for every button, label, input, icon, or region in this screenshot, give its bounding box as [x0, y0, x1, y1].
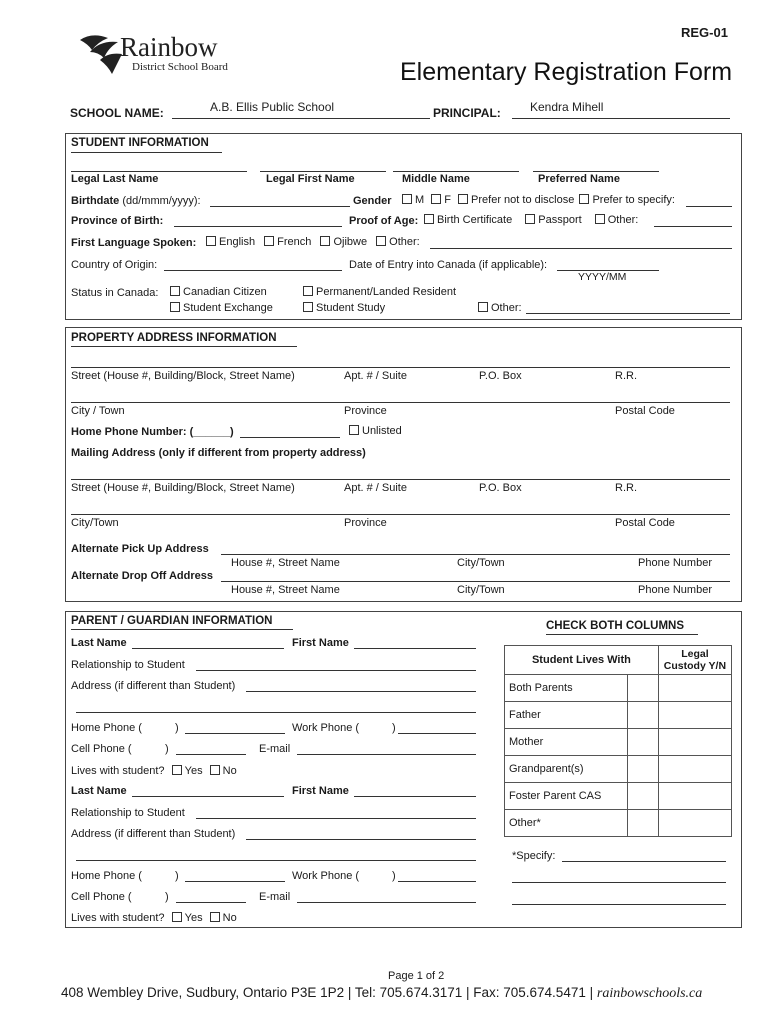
- status-other-field[interactable]: [526, 313, 730, 314]
- table-row: [505, 702, 732, 729]
- row-label: Both Parents: [505, 675, 628, 702]
- unlisted-checkbox[interactable]: [349, 425, 359, 435]
- custody-cell[interactable]: [658, 702, 731, 729]
- g1-last-name-field[interactable]: [132, 648, 284, 649]
- gender-specify-field[interactable]: [686, 206, 732, 207]
- g1-address-field[interactable]: [246, 691, 476, 692]
- principal-line: [512, 118, 730, 119]
- g1-home-phone-label: Home Phone (: [71, 722, 142, 734]
- unlisted-option: Unlisted: [349, 425, 402, 437]
- gender-prefer-specify-checkbox[interactable]: [579, 194, 589, 204]
- g2-first-name-field[interactable]: [354, 796, 476, 797]
- alt-dropoff-city-label: City/Town: [457, 584, 505, 596]
- custody-cell[interactable]: [658, 729, 731, 756]
- status-permanent-option: Permanent/Landed Resident: [303, 286, 456, 298]
- specify-label: *Specify:: [512, 850, 556, 862]
- row-label: Grandparent(s): [505, 756, 628, 783]
- english-checkbox[interactable]: [206, 236, 216, 246]
- gender-prefer-not-checkbox[interactable]: [458, 194, 468, 204]
- g2-cell-phone-label: Cell Phone (: [71, 891, 132, 903]
- website-link[interactable]: rainbowschools.ca: [596, 986, 703, 1001]
- po-box-label: P.O. Box: [479, 370, 522, 382]
- mailing-city-field[interactable]: [71, 514, 730, 515]
- table-row: [505, 783, 732, 810]
- legal-last-name-label: Legal Last Name: [71, 173, 159, 185]
- form-title: Elementary Registration Form: [400, 58, 733, 86]
- alt-pickup-city-label: City/Town: [457, 557, 505, 569]
- gender-f-checkbox[interactable]: [431, 194, 441, 204]
- g2-last-name-label: Last Name: [71, 785, 127, 797]
- g1-first-name-label: First Name: [292, 637, 349, 649]
- g1-address-label: Address (if different than Student): [71, 680, 236, 692]
- mailing-rr-label: R.R.: [615, 482, 637, 494]
- lives-with-cell[interactable]: [628, 756, 659, 783]
- guardian-heading: PARENT / GUARDIAN INFORMATION: [71, 615, 273, 627]
- alt-dropoff-field[interactable]: [221, 581, 730, 582]
- alt-pickup-field[interactable]: [221, 554, 730, 555]
- custody-cell[interactable]: [658, 810, 731, 837]
- g2-work-phone-field[interactable]: [398, 881, 476, 882]
- school-name-label: SCHOOL NAME:: [70, 106, 164, 120]
- alt-dropoff-house-label: House #, Street Name: [231, 584, 340, 596]
- city-label: City / Town: [71, 405, 125, 417]
- g2-last-name-field[interactable]: [132, 796, 284, 797]
- custody-cell[interactable]: [658, 783, 731, 810]
- student-exchange-checkbox[interactable]: [170, 302, 180, 312]
- g2-yes-checkbox[interactable]: [172, 912, 182, 922]
- status-citizen-option: Canadian Citizen: [170, 286, 267, 298]
- status-canada-label: Status in Canada:: [71, 287, 159, 299]
- principal-label: PRINCIPAL:: [433, 106, 501, 120]
- g1-first-name-field[interactable]: [354, 648, 476, 649]
- province-birth-field[interactable]: [174, 226, 342, 227]
- g2-email-label: E-mail: [259, 891, 291, 903]
- logo-subtitle: District School Board: [132, 61, 228, 73]
- g1-work-phone-field[interactable]: [398, 733, 476, 734]
- g2-home-phone-field[interactable]: [185, 881, 285, 882]
- lives-with-cell[interactable]: [628, 810, 659, 837]
- specify-line3[interactable]: [512, 904, 726, 905]
- alt-pickup-house-label: House #, Street Name: [231, 557, 340, 569]
- g1-yes-checkbox[interactable]: [172, 765, 182, 775]
- table-row: [505, 756, 732, 783]
- ojibwe-checkbox[interactable]: [320, 236, 330, 246]
- custody-cell[interactable]: [658, 756, 731, 783]
- g2-relationship-field[interactable]: [196, 818, 476, 819]
- student-info-heading: STUDENT INFORMATION: [71, 137, 209, 149]
- date-entry-label: Date of Entry into Canada (if applicable):: [349, 259, 548, 271]
- lives-with-cell[interactable]: [628, 675, 659, 702]
- g1-email-label: E-mail: [259, 743, 291, 755]
- col-legal-custody-header: Legal Custody Y/N: [658, 646, 731, 675]
- status-exchange-option: Student Exchange: [170, 302, 273, 314]
- home-phone-label: Home Phone Number: (______): [71, 426, 234, 438]
- g2-home-phone-label: Home Phone (: [71, 870, 142, 882]
- mailing-street-field[interactable]: [71, 479, 730, 480]
- permanent-resident-checkbox[interactable]: [303, 286, 313, 296]
- proof-other-checkbox[interactable]: [595, 214, 605, 224]
- apt-label: Apt. # / Suite: [344, 370, 407, 382]
- row-label: Other*: [505, 810, 628, 837]
- province-birth-label: Province of Birth:: [71, 215, 164, 227]
- language-options: English French Ojibwe Other:: [206, 236, 420, 248]
- g2-address-label: Address (if different than Student): [71, 828, 236, 840]
- g2-address-line2[interactable]: [76, 860, 476, 861]
- principal-value[interactable]: Kendra Mihell: [530, 100, 604, 114]
- logo: [78, 30, 248, 80]
- g2-relationship-label: Relationship to Student: [71, 807, 185, 819]
- g1-work-phone-label: Work Phone (: [292, 722, 360, 734]
- custody-table: [504, 645, 732, 837]
- alt-pickup-phone-label: Phone Number: [638, 557, 712, 569]
- proof-options: Birth Certificate Passport Other:: [424, 214, 638, 226]
- proof-of-age-label: Proof of Age:: [349, 215, 419, 227]
- mailing-province-label: Province: [344, 517, 387, 529]
- canadian-citizen-checkbox[interactable]: [170, 286, 180, 296]
- school-name-line: [172, 118, 430, 119]
- logo-name: Rainbow: [120, 32, 218, 62]
- g2-cell-phone-field[interactable]: [176, 902, 246, 903]
- row-label: Father: [505, 702, 628, 729]
- lives-with-cell[interactable]: [628, 783, 659, 810]
- g1-address-line2[interactable]: [76, 712, 476, 713]
- passport-checkbox[interactable]: [525, 214, 535, 224]
- g2-email-field[interactable]: [297, 902, 476, 903]
- g1-email-field[interactable]: [297, 754, 476, 755]
- g1-cell-phone-label: Cell Phone (: [71, 743, 132, 755]
- gender-m-checkbox[interactable]: [402, 194, 412, 204]
- page-number: Page 1 of 2: [388, 970, 445, 982]
- date-entry-hint: YYYY/MM: [578, 271, 627, 283]
- gender-label: Gender: [353, 195, 392, 207]
- status-other-checkbox[interactable]: [478, 302, 488, 312]
- g1-no-checkbox[interactable]: [210, 765, 220, 775]
- proof-other-field[interactable]: [654, 226, 732, 227]
- custody-cell[interactable]: [658, 675, 731, 702]
- first-language-label: First Language Spoken:: [71, 237, 197, 249]
- g1-relationship-field[interactable]: [196, 670, 476, 671]
- g2-first-name-label: First Name: [292, 785, 349, 797]
- language-other-field[interactable]: [430, 248, 732, 249]
- g2-lives-with-row: Lives with student? Yes No: [71, 912, 237, 924]
- lives-with-cell[interactable]: [628, 729, 659, 756]
- status-other-option: Other:: [478, 302, 522, 314]
- birthdate-field[interactable]: [210, 206, 350, 207]
- gender-options: M F Prefer not to disclose Prefer to specify:: [402, 194, 675, 206]
- student-study-checkbox[interactable]: [303, 302, 313, 312]
- g1-home-phone-field[interactable]: [185, 733, 285, 734]
- table-row: [505, 729, 732, 756]
- rr-label: R.R.: [615, 370, 637, 382]
- g1-cell-phone-field[interactable]: [176, 754, 246, 755]
- form-code: REG-01: [681, 25, 728, 40]
- row-label: Foster Parent CAS: [505, 783, 628, 810]
- mailing-address-label: Mailing Address (only if different from property address): [71, 447, 366, 459]
- mailing-po-box-label: P.O. Box: [479, 482, 522, 494]
- property-heading: PROPERTY ADDRESS INFORMATION: [71, 332, 277, 344]
- mailing-postal-label: Postal Code: [615, 517, 675, 529]
- province-label: Province: [344, 405, 387, 417]
- specify-field[interactable]: [562, 861, 726, 862]
- legal-first-name-label: Legal First Name: [266, 173, 355, 185]
- birth-certificate-checkbox[interactable]: [424, 214, 434, 224]
- street-label: Street (House #, Building/Block, Street Name): [71, 370, 295, 382]
- birthdate-row: Birthdate (dd/mmm/yyyy):: [71, 195, 201, 207]
- french-checkbox[interactable]: [264, 236, 274, 246]
- g1-last-name-label: Last Name: [71, 637, 127, 649]
- street-field[interactable]: [71, 367, 730, 368]
- postal-code-label: Postal Code: [615, 405, 675, 417]
- check-columns-heading: CHECK BOTH COLUMNS: [546, 620, 684, 632]
- g1-relationship-label: Relationship to Student: [71, 659, 185, 671]
- preferred-name-label: Preferred Name: [538, 173, 620, 185]
- country-origin-field[interactable]: [164, 270, 342, 271]
- g1-lives-with-row: Lives with student? Yes No: [71, 765, 237, 777]
- middle-name-label: Middle Name: [402, 173, 470, 185]
- rainbow-logo-icon: [78, 30, 124, 76]
- g2-no-checkbox[interactable]: [210, 912, 220, 922]
- table-row: [505, 810, 732, 837]
- footer-contact: 408 Wembley Drive, Sudbury, Ontario P3E 1P2 | Tel: 705.674.3171 | Fax: 705.674.5471 | rainbowschools.ca: [61, 985, 703, 1001]
- city-field[interactable]: [71, 402, 730, 403]
- mailing-apt-label: Apt. # / Suite: [344, 482, 407, 494]
- g2-work-phone-label: Work Phone (: [292, 870, 360, 882]
- home-phone-field[interactable]: [240, 437, 340, 438]
- alt-pickup-label: Alternate Pick Up Address: [71, 543, 209, 555]
- table-row: [505, 675, 732, 702]
- lives-with-cell[interactable]: [628, 702, 659, 729]
- mailing-city-label: City/Town: [71, 517, 119, 529]
- mailing-street-label: Street (House #, Building/Block, Street Name): [71, 482, 295, 494]
- row-label: Mother: [505, 729, 628, 756]
- col-lives-with-header: Student Lives With: [505, 646, 659, 675]
- status-study-option: Student Study: [303, 302, 385, 314]
- country-origin-label: Country of Origin:: [71, 259, 158, 271]
- specify-line2[interactable]: [512, 882, 726, 883]
- language-other-checkbox[interactable]: [376, 236, 386, 246]
- alt-dropoff-phone-label: Phone Number: [638, 584, 712, 596]
- school-name-value[interactable]: A.B. Ellis Public School: [210, 100, 335, 114]
- alt-dropoff-label: Alternate Drop Off Address: [71, 570, 214, 582]
- g2-address-field[interactable]: [246, 839, 476, 840]
